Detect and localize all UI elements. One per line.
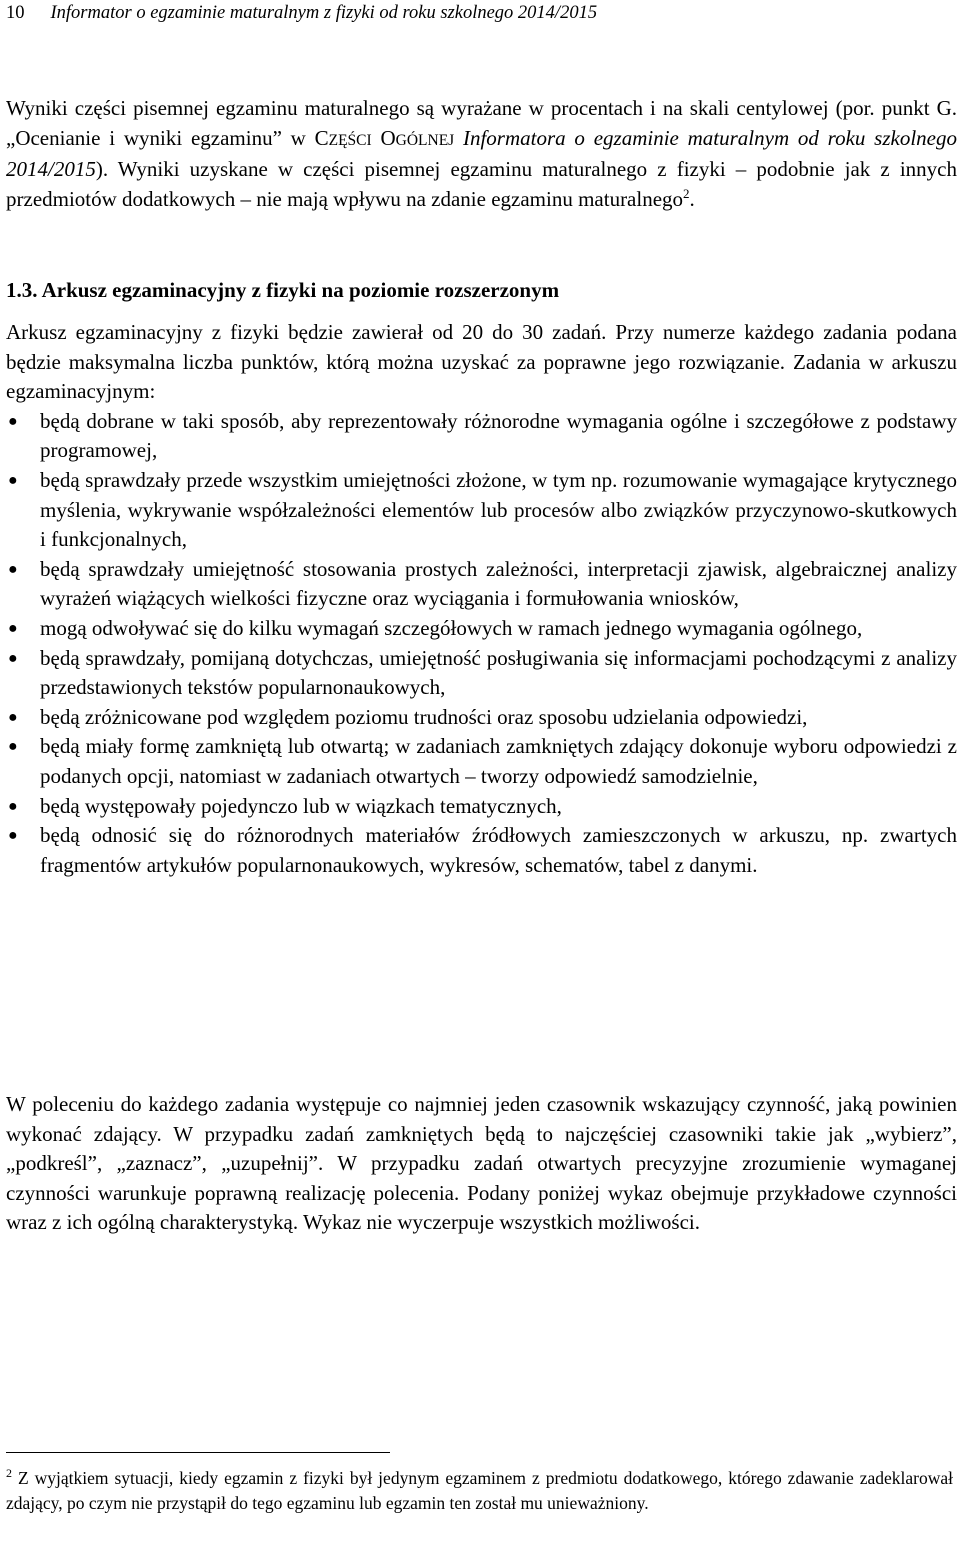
list-item-text: będą występowały pojedynczo lub w wiązkach tematycznych,: [40, 793, 562, 818]
list-item-text: będą odnosić się do różnorodnych materiałów źródłowych zamieszczonych w arkuszu, np. zwartych fragmentów artykułów popularnonaukowych, wykresów, schematów, tabel z danymi.: [40, 823, 957, 877]
bullet-icon: ●: [8, 708, 18, 726]
bullet-icon: ●: [8, 412, 18, 430]
paragraph-results: [6, 94, 957, 214]
paragraph-command-verbs: W poleceniu do każdego zadania występuje co najmniej jeden czasownik wskazujący czynność, jaką powinien wykonać zdający. W przypadku zadań zamkniętych będą to najczęściej czasowniki takie jak „wybierz”, „podkreśl”, „zaznacz”, „uzupełnij”. W przypadku zadań otwartych precyzyjne zrozumienie wymaganej czynności warunkuje poprawną realizację polecenia. Podany poniżej wykaz obejmuje przykładowe czynności wraz z ich ogólną charakterystyką. Wykaz nie wyczerpuje wszystkich możliwości.: [6, 1092, 957, 1235]
list-item: [6, 407, 957, 466]
footnote-text: Z wyjątkiem sytuacji, kiedy egzamin z fizyki był jedynym egzaminem z predmiotu dodatkowego, którego zdawanie zadeklarował zdający, po czym nie przystąpił do tego egzaminu lub egzamin ten został mu unieważniony.: [6, 1468, 953, 1513]
list-item: [6, 644, 957, 703]
list-item: [6, 703, 957, 733]
intro-text: Arkusz egzaminacyjny z fizyki będzie zawierał od 20 do 30 zadań. Przy numerze każdego zadania podana będzie maksymalna liczba punktów, którą można uzyskać za poprawne jego rozwiązanie. Zadania w arkuszu egzaminacyjnym:: [6, 320, 957, 404]
list-item-text: będą sprawdzały umiejętność stosowania prostych zależności, interpretacji zjawisk, algebraicznej analizy wyrażeń wiążących wielkości fizyczne oraz wyciągania i formułowania wniosków,: [40, 556, 957, 611]
bullet-icon: ●: [8, 738, 18, 756]
bullet-icon: ●: [8, 827, 18, 845]
text-run: ). Wyniki uzyskane w części pisemnej egzaminu maturalnego z fizyki – podobnie jak z innych przedmiotów dodatkowych – nie mają wpływu na zdanie egzaminu maturalnego: [6, 157, 957, 211]
italic-run: Informatora o egzaminie maturalnym od roku szkolnego 2014/2015: [6, 125, 957, 182]
list-item: [6, 792, 957, 822]
section-heading: 1.3. Arkusz egzaminacyjny z fizyki na poziomie rozszerzonym: [6, 278, 560, 302]
page-number: 10: [6, 3, 25, 23]
bullet-icon: ●: [8, 797, 18, 815]
small-caps-run: GÓLNEJ: [395, 131, 455, 149]
footnote: [6, 1466, 953, 1515]
bullet-icon: ●: [8, 471, 18, 489]
text-run: Wyniki części pisemnej egzaminu maturalnego są wyrażane w procentach i na skali centylowej (por. punkt G. „Ocenianie i wyniki egzaminu” w C: [6, 96, 957, 150]
small-caps-run: ZĘŚCI: [328, 131, 372, 149]
header-title: Informator o egzaminie maturalnym z fizyki od roku szkolnego 2014/2015: [50, 3, 598, 23]
list-item: [6, 614, 957, 644]
list-item-text: będą miały formę zamkniętą lub otwartą; w zadaniach zamkniętych zdający dokonuje wyboru odpowiedzi z podanych opcji, natomiast w zadaniach otwartych – tworzy odpowiedź samodzielnie,: [40, 734, 957, 788]
list-item: [6, 821, 957, 880]
bullet-icon: ●: [8, 560, 18, 578]
list-item-text: będą sprawdzały przede wszystkim umiejętności złożone, w tym np. rozumowanie wymagające krytycznego myślenia, wykrywanie współzależności elementów lub procesów albo związków przyczynowo-skutkowych i funkcjonalnych,: [40, 467, 957, 552]
list-item: [6, 732, 957, 791]
text-run: O: [371, 125, 396, 150]
list-item: [6, 555, 957, 614]
bullet-icon: ●: [8, 619, 18, 637]
list-item-text: będą sprawdzały, pomijaną dotychczas, umiejętność posługiwania się informacjami pochodzącymi z analizy przedstawionych tekstów popularnonaukowych,: [40, 645, 957, 700]
footnote-separator: [6, 1452, 390, 1453]
list-item-text: mogą odwoływać się do kilku wymagań szczegółowych w ramach jednego wymagania ogólnego,: [40, 615, 863, 640]
running-header: [6, 2, 597, 24]
bullet-icon: ●: [8, 649, 18, 667]
list-item-text: będą dobrane w taki sposób, aby reprezentowały różnorodne wymagania ogólne i szczegółowe z podstawy programowej,: [40, 408, 957, 463]
task-features-list: [6, 407, 957, 881]
footnote-marker: 2: [6, 1466, 12, 1481]
list-item-text: będą zróżnicowane pod względem poziomu trudności oraz sposobu udzielania odpowiedzi,: [40, 704, 808, 729]
footnote-reference[interactable]: 2: [683, 185, 690, 201]
text-run: [454, 126, 463, 150]
paragraph-exam-sheet: [6, 318, 957, 880]
text-run: .: [689, 186, 695, 211]
list-item: [6, 466, 957, 555]
